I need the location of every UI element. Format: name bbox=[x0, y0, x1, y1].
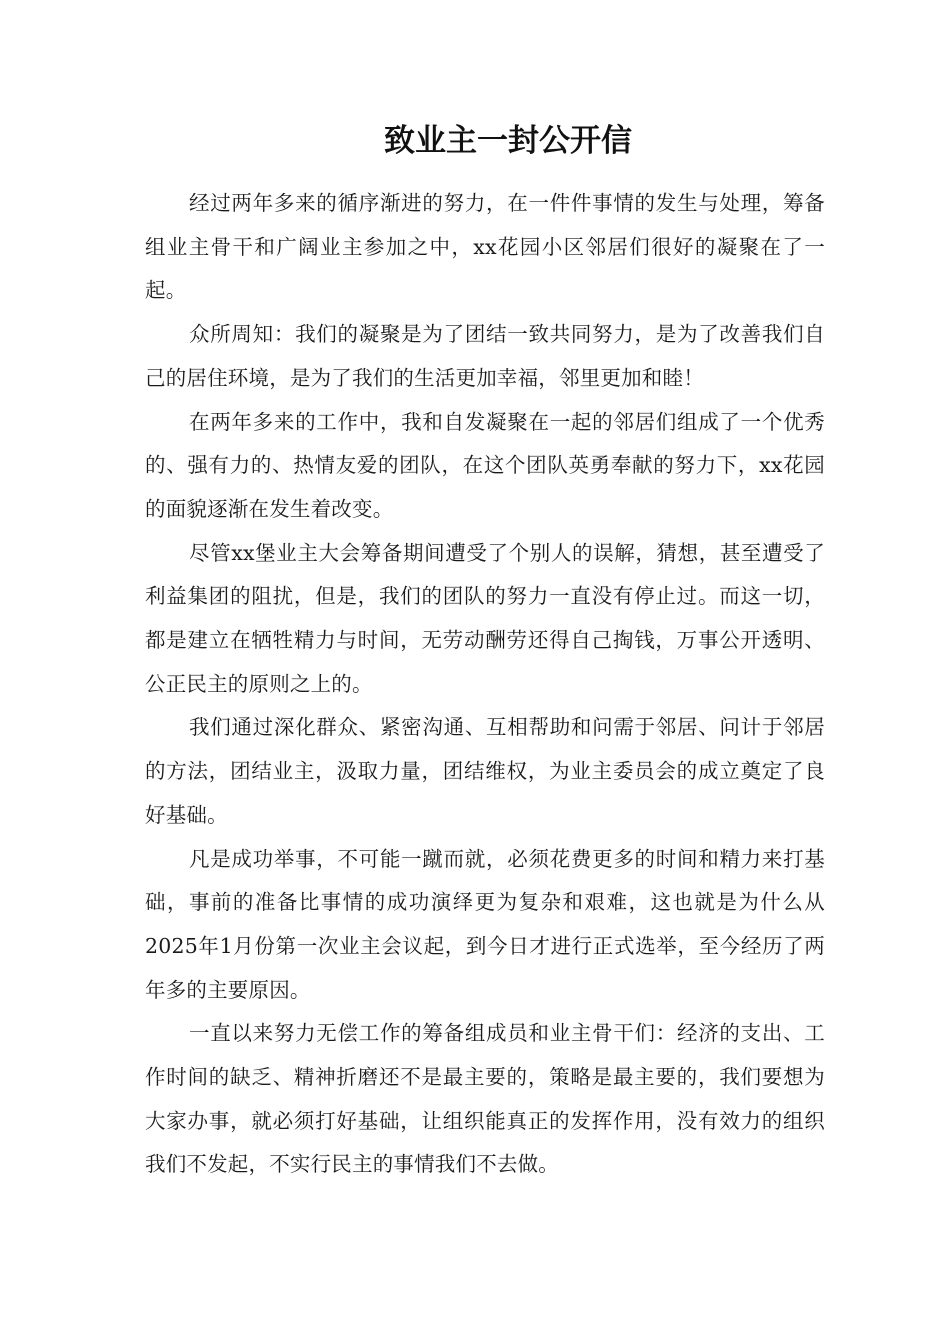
paragraph-5: 我们通过深化群众、紧密沟通、互相帮助和问需于邻居、问计于邻居的方法，团结业主，汲取力量，团结维权，为业主委员会的成立奠定了良好基础。 bbox=[145, 715, 825, 827]
paragraph-6: 凡是成功举事，不可能一蹴而就，必须花费更多的时间和精力来打基础，事前的准备比事情的成功演绎更为复杂和艰难，这也就是为什么从2025年1月份第一次业主会议起，到今日才进行正式选举，至今经历了两年多的主要原因。 bbox=[145, 846, 825, 1002]
paragraph-3: 在两年多来的工作中，我和自发凝聚在一起的邻居们组成了一个优秀的、强有力的、热情友爱的团队，在这个团队英勇奉献的努力下，xx花园的面貌逐渐在发生着改变。 bbox=[145, 409, 825, 521]
paragraph-4: 尽管xx堡业主大会筹备期间遭受了个别人的误解，猜想，甚至遭受了利益集团的阻扰，但是，我们的团队的努力一直没有停止过。而这一切，都是建立在牺牲精力与时间，无劳动酬劳还得自己掏钱，万事公开透明、公正民主的原则之上的。 bbox=[145, 540, 825, 696]
paragraph-7: 一直以来努力无偿工作的筹备组成员和业主骨干们：经济的支出、工作时间的缺乏、精神折磨还不是最主要的，策略是最主要的，我们要想为大家办事，就必须打好基础，让组织能真正的发挥作用，没有效力的组织我们不发起，不实行民主的事情我们不去做。 bbox=[145, 1021, 825, 1177]
document-body bbox=[145, 182, 825, 1187]
paragraph-2: 众所周知：我们的凝聚是为了团结一致共同努力，是为了改善我们自己的居住环境，是为了我们的生活更加幸福，邻里更加和睦！ bbox=[145, 322, 825, 390]
document-title: 致业主一封公开信 bbox=[384, 123, 632, 159]
paragraph-1: 经过两年多来的循序渐进的努力，在一件件事情的发生与处理，筹备组业主骨干和广阔业主参加之中，xx花园小区邻居们很好的凝聚在了一起。 bbox=[145, 191, 825, 303]
